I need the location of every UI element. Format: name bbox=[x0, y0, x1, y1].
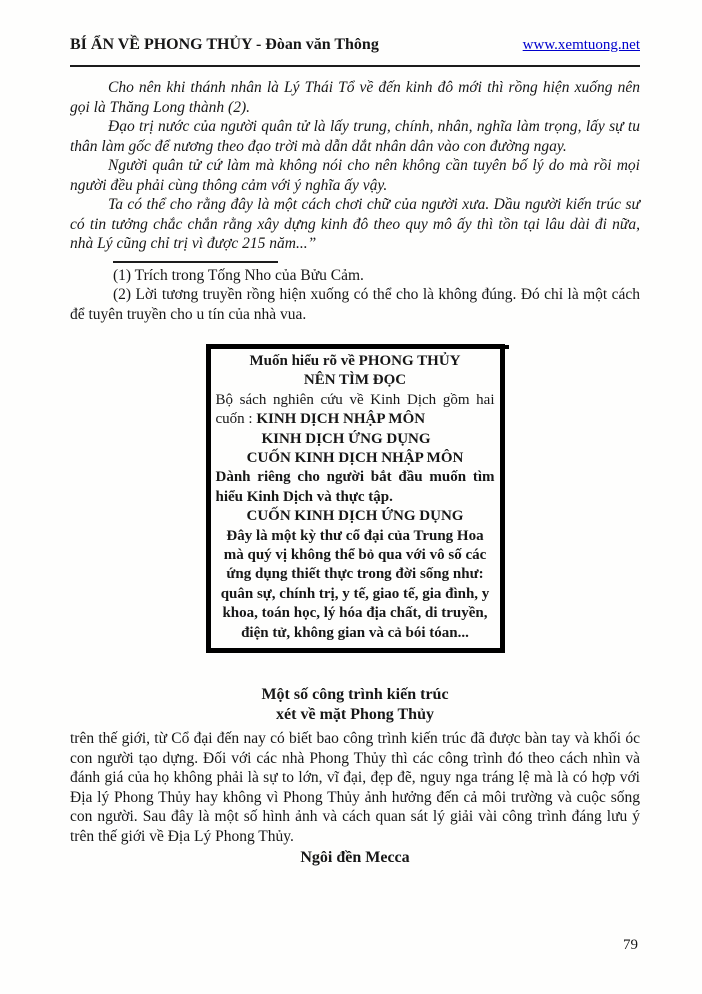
page-number: 79 bbox=[623, 937, 638, 953]
subsection-heading: Ngôi đền Mecca bbox=[300, 849, 410, 867]
quote-paragraph-2: Đạo trị nước của người quân tử là lấy trung, chính, nhân, nghĩa làm trọng, lấy sự tu thân làm gốc để nương theo đạo trời mà dẫn dắt nhân dân vào con đường ngay. bbox=[70, 118, 640, 155]
ad-book-prefix: cuốn : bbox=[215, 411, 257, 428]
quote-paragraph-3: Người quân tử cứ làm mà không nói cho nên không cần tuyên bố lý do mà rồi mọi người đều phải cùng thông cảm với ý nghĩa ấy vậy. bbox=[70, 157, 640, 194]
print-artifact-dot bbox=[505, 345, 509, 349]
quote-paragraph-4: Ta có thể cho rằng đây là một cách chơi chữ của người xưa. Dầu người kiến trúc sư có tin tưởng chắc chắn rằng xây dựng kinh đô theo quy mô ấy thì tồn tại lâu dài đi nữa, nhà Lý cũng chỉ trị vì được 215 năm...” bbox=[70, 196, 640, 252]
ad-description-line-2: hiểu Kinh Dịch và thực tập. bbox=[215, 488, 393, 505]
section-body-paragraph: trên thế giới, từ Cổ đại đến nay có biết bao công trình kiến trúc đã được bàn tay và khối óc con người tạo dựng. Đối với các nhà Phong Thủy thì các công trình đó theo cách nhìn và đánh giá của họ không phải là sự to lớn, vĩ đại, đẹp đẽ, nguy nga tráng lệ mà là có hợp với Địa lý Phong Thủy hay không vì Phong Thủy ảnh hưởng đến cả môi trường và cuộc sống con người. Sau đây là một số hình ảnh và cách quan sát lý giải vài công trình đáng lưu ý trên thế giới về Địa Lý Phong Thủy. bbox=[70, 730, 640, 845]
quote-block bbox=[70, 78, 640, 254]
ad-intro-line: Bộ sách nghiên cứu về Kinh Dịch gồm hai bbox=[215, 391, 495, 408]
footnote-2: (2) Lời tương truyền rồng hiện xuống có thể cho là không đúng. Đó chỉ là một cách để tuyên truyền cho u tín của nhà vua. bbox=[70, 286, 640, 323]
ad-book-line bbox=[216, 410, 495, 429]
ad-title-line-1: Muốn hiểu rõ về PHONG THỦY bbox=[249, 353, 461, 369]
header-divider bbox=[70, 65, 640, 67]
page-header bbox=[70, 36, 640, 54]
ad-description-block: Đây là một kỳ thư cổ đại của Trung Hoa mà quý vị không thể bỏ qua với vô số các ứng dụng thiết thực trong đời sống như: quân sự, chính trị, y tế, giao tế, gia đình, y khoa, toán học, lý hóa địa chất, di truyền, điện tử, không gian và cả bói tóan... bbox=[220, 527, 490, 641]
ad-description-line-1: Dành riêng cho người bắt đầu muốn tìm bbox=[215, 469, 495, 486]
footnote-divider bbox=[113, 261, 278, 263]
footnote-1: (1) Trích trong Tống Nho của Bửu Cảm. bbox=[113, 266, 364, 284]
ad-section-title-1: CUỐN KINH DỊCH NHẬP MÔN bbox=[246, 450, 464, 467]
footnotes-block bbox=[70, 266, 640, 325]
section-heading-line-1: Một số công trình kiến trúc bbox=[261, 686, 449, 704]
section-heading bbox=[70, 685, 640, 725]
website-link[interactable]: www.xemtuong.net bbox=[522, 37, 640, 53]
book-title: BÍ ẨN VỀ PHONG THỦY - Đòan văn Thông bbox=[70, 36, 379, 53]
ad-book-title-2: KINH DỊCH ỨNG DỤNG bbox=[261, 430, 431, 447]
section-heading-line-2: xét về mặt Phong Thủy bbox=[276, 706, 434, 724]
book-advertisement-box bbox=[206, 344, 505, 653]
quote-paragraph-1: Cho nên khi thánh nhân là Lý Thái Tổ về đến kinh đô mới thì rồng hiện xuống nên gọi là Thăng Long thành (2). bbox=[70, 79, 640, 116]
ad-title-line-2: NÊN TÌM ĐỌC bbox=[303, 372, 407, 389]
ad-book-title-1: KINH DỊCH NHẬP MÔN bbox=[256, 411, 426, 428]
ad-section-title-2: CUỐN KINH DỊCH ỨNG DỤNG bbox=[246, 508, 464, 525]
